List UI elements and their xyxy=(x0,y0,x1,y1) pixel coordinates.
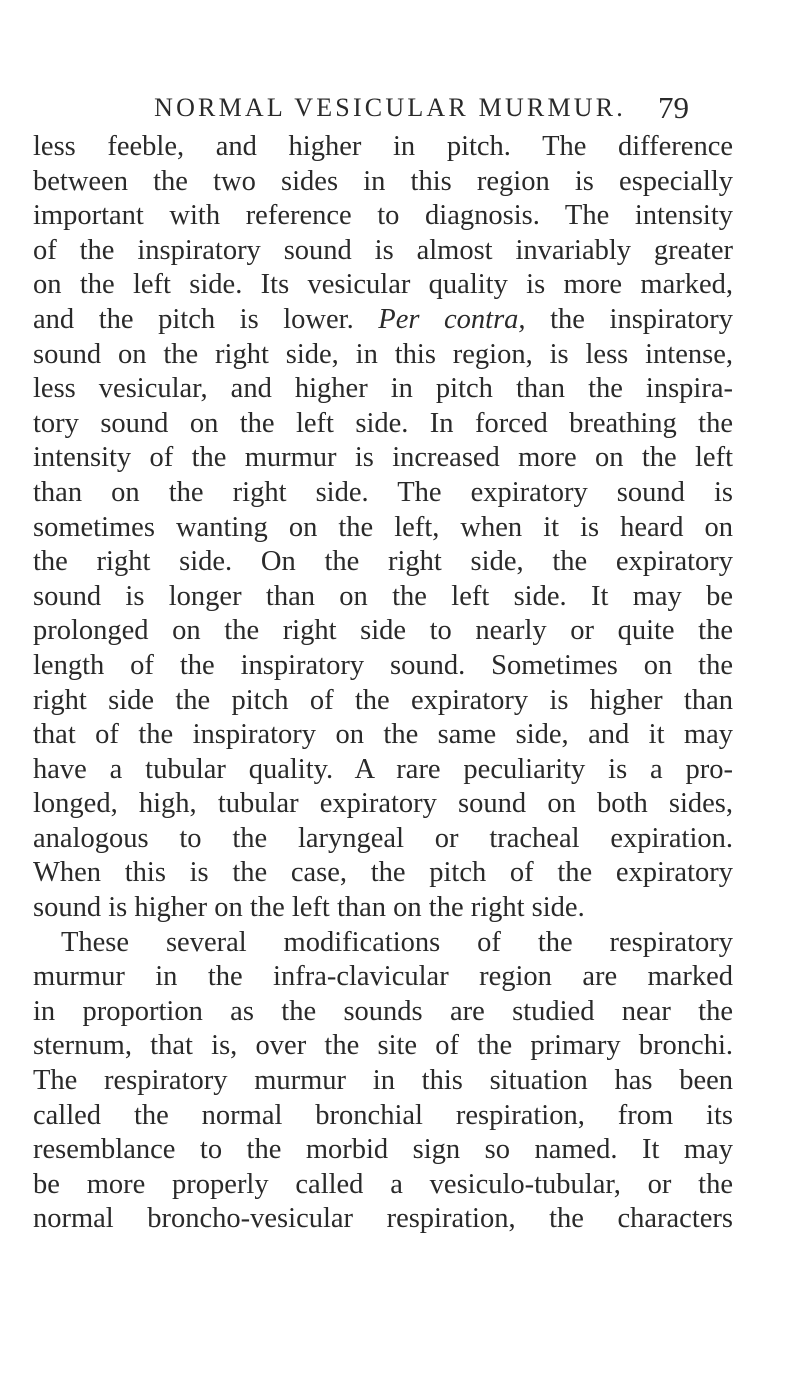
running-header xyxy=(0,88,800,128)
text-line: prolonged on the right side to nearly or quite the xyxy=(33,615,733,647)
text-line: the right side. On the right side, the expiratory xyxy=(33,546,733,578)
running-head-title: NORMAL VESICULAR MURMUR. xyxy=(154,93,626,122)
text-line: murmur in the infra-clavicular region are marked xyxy=(33,961,733,993)
text-line: intensity of the murmur is increased more on the left xyxy=(33,442,733,474)
paragraph-first-line: These several modifications of the respiratory xyxy=(61,926,733,958)
text-line: longed, high, tubular expiratory sound on both sides, xyxy=(33,788,733,820)
text-line: sound is longer than on the left side. It may be xyxy=(33,580,733,612)
text-line: than on the right side. The expiratory sound is xyxy=(33,476,733,508)
body-text xyxy=(33,130,733,1237)
text-line: called the normal bronchial respiration, from its xyxy=(33,1099,733,1131)
text-line: less feeble, and higher in pitch. The difference xyxy=(33,131,733,162)
text-segment: the inspiratory xyxy=(550,303,734,335)
text-line xyxy=(33,303,733,338)
text-line: sound on the right side, in this region, is less intense, xyxy=(33,338,733,370)
text-line: on the left side. Its vesicular quality is more marked, xyxy=(33,269,733,301)
text-line: be more properly called a vesiculo-tubular, or the xyxy=(33,1168,733,1200)
text-line: of the inspiratory sound is almost invariably greater xyxy=(33,234,733,266)
page-number: 79 xyxy=(658,90,689,125)
text-line: tory sound on the left side. In forced breathing the xyxy=(33,407,733,439)
text-line: have a tubular quality. A rare peculiarity is a pro- xyxy=(33,753,733,785)
text-line: length of the inspiratory sound. Sometimes on the xyxy=(33,649,733,681)
text-line: When this is the case, the pitch of the expiratory xyxy=(33,857,733,889)
text-segment: and the pitch is lower. xyxy=(33,303,354,335)
text-line: resemblance to the morbid sign so named. It may xyxy=(33,1134,733,1166)
text-line: sternum, that is, over the site of the primary bronchi. xyxy=(33,1030,733,1062)
text-line: right side the pitch of the expiratory is higher than xyxy=(33,684,733,716)
text-line: analogous to the laryngeal or tracheal expiration. xyxy=(33,822,733,854)
text-line: less vesicular, and higher in pitch than the inspira- xyxy=(33,373,733,405)
text-line: between the two sides in this region is especially xyxy=(33,165,733,197)
text-line: in proportion as the sounds are studied near the xyxy=(33,995,733,1027)
text-line: normal broncho-vesicular respiration, the characters xyxy=(33,1203,733,1235)
italic-phrase: Per contra, xyxy=(378,303,526,335)
text-line: important with reference to diagnosis. The intensity xyxy=(33,200,733,232)
text-line: The respiratory murmur in this situation has been xyxy=(33,1065,733,1097)
paragraph-end-line: sound is higher on the left than on the right side. xyxy=(33,892,585,924)
text-line: that of the inspiratory on the same side, and it may xyxy=(33,719,733,751)
text-line: sometimes wanting on the left, when it is heard on xyxy=(33,511,733,543)
